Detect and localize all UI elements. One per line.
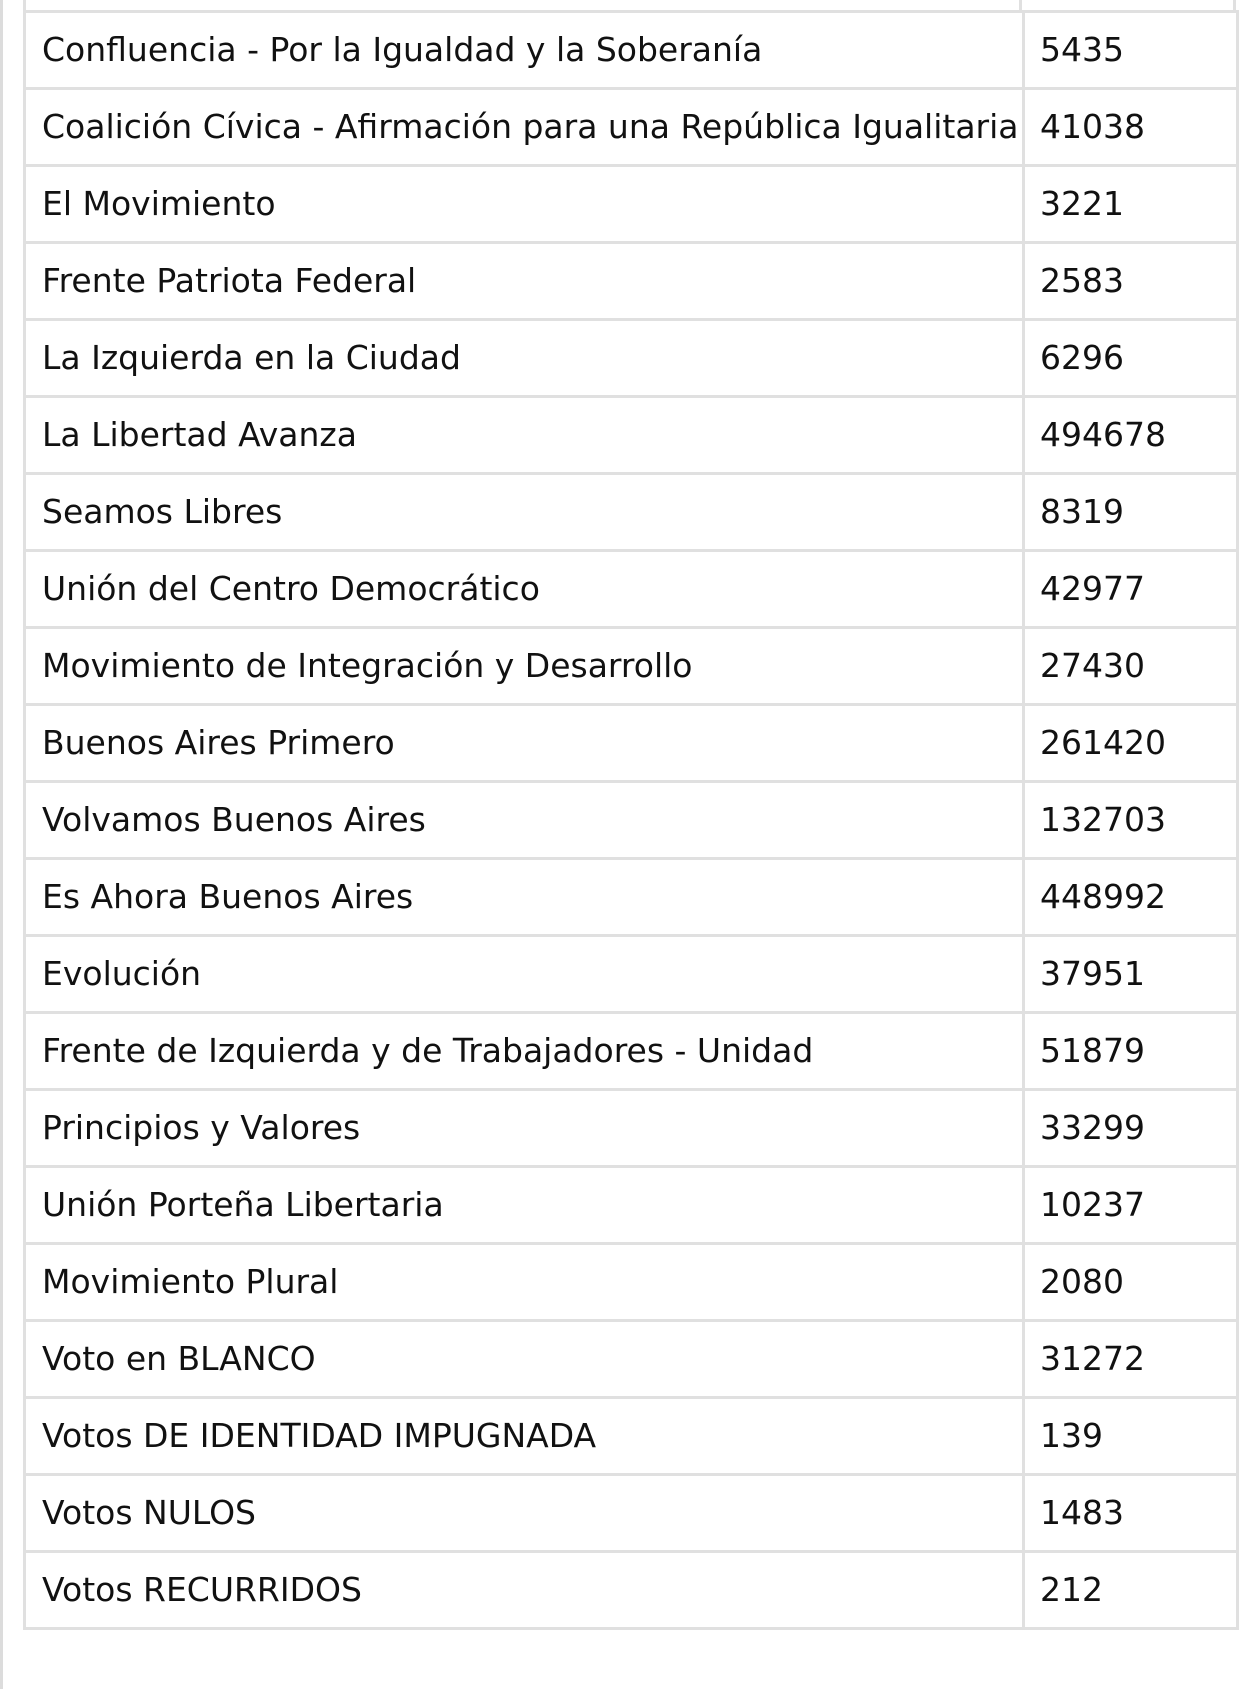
table-row	[25, 936, 1238, 1013]
votes-cell: 3221	[1024, 166, 1238, 243]
party-name-cell: Unión Porteña Libertaria	[25, 1167, 1024, 1244]
votes-cell: 261420	[1024, 705, 1238, 782]
votes-cell: 5435	[1024, 12, 1238, 89]
votes-cell: 33299	[1024, 1090, 1238, 1167]
left-column-edge	[0, 0, 3, 1689]
party-name-cell: Votos DE IDENTIDAD IMPUGNADA	[25, 1398, 1024, 1475]
votes-cell: 494678	[1024, 397, 1238, 474]
table-row	[25, 243, 1238, 320]
party-name-cell: Unión del Centro Democrático	[25, 551, 1024, 628]
votes-cell: 37951	[1024, 936, 1238, 1013]
table-row	[25, 1398, 1238, 1475]
table-row	[25, 320, 1238, 397]
table-row	[25, 705, 1238, 782]
results-table	[23, 10, 1239, 1630]
table-row	[25, 1090, 1238, 1167]
table-row	[25, 551, 1238, 628]
table-row	[25, 628, 1238, 705]
table-row	[25, 1167, 1238, 1244]
votes-cell: 41038	[1024, 89, 1238, 166]
party-name-cell: Voto en BLANCO	[25, 1321, 1024, 1398]
table-row	[25, 474, 1238, 551]
votes-cell: 212	[1024, 1552, 1238, 1629]
table-row	[25, 1552, 1238, 1629]
votes-cell: 2583	[1024, 243, 1238, 320]
votes-cell: 6296	[1024, 320, 1238, 397]
votes-cell: 27430	[1024, 628, 1238, 705]
party-name-cell: Confluencia - Por la Igualdad y la Soberanía	[25, 12, 1024, 89]
table-row	[25, 397, 1238, 474]
table-row	[25, 1321, 1238, 1398]
votes-cell: 1483	[1024, 1475, 1238, 1552]
votes-cell: 132703	[1024, 782, 1238, 859]
votes-cell: 139	[1024, 1398, 1238, 1475]
table-row	[25, 1013, 1238, 1090]
table-row	[25, 166, 1238, 243]
party-name-cell: Seamos Libres	[25, 474, 1024, 551]
party-name-cell: Frente Patriota Federal	[25, 243, 1024, 320]
party-name-cell: Evolución	[25, 936, 1024, 1013]
votes-cell: 51879	[1024, 1013, 1238, 1090]
party-name-cell: El Movimiento	[25, 166, 1024, 243]
party-name-cell: Buenos Aires Primero	[25, 705, 1024, 782]
table-row	[25, 859, 1238, 936]
party-name-cell: La Izquierda en la Ciudad	[25, 320, 1024, 397]
party-name-cell: Movimiento de Integración y Desarrollo	[25, 628, 1024, 705]
party-name-cell: Es Ahora Buenos Aires	[25, 859, 1024, 936]
table-row	[25, 12, 1238, 89]
party-name-cell: Frente de Izquierda y de Trabajadores - Unidad	[25, 1013, 1024, 1090]
party-name-cell: Movimiento Plural	[25, 1244, 1024, 1321]
party-name-cell: Principios y Valores	[25, 1090, 1024, 1167]
party-name-cell: Votos NULOS	[25, 1475, 1024, 1552]
party-name-cell: La Libertad Avanza	[25, 397, 1024, 474]
table-row	[25, 1244, 1238, 1321]
votes-cell: 10237	[1024, 1167, 1238, 1244]
table-top-continuation	[0, 0, 1246, 10]
table-row	[25, 1475, 1238, 1552]
results-table-body	[25, 12, 1238, 1629]
votes-cell: 8319	[1024, 474, 1238, 551]
table-row	[25, 89, 1238, 166]
votes-cell: 2080	[1024, 1244, 1238, 1321]
party-name-cell: Coalición Cívica - Afirmación para una República Igualitaria	[25, 89, 1024, 166]
votes-cell: 42977	[1024, 551, 1238, 628]
party-name-cell: Votos RECURRIDOS	[25, 1552, 1024, 1629]
party-name-cell: Volvamos Buenos Aires	[25, 782, 1024, 859]
votes-cell: 448992	[1024, 859, 1238, 936]
table-row	[25, 782, 1238, 859]
votes-cell: 31272	[1024, 1321, 1238, 1398]
